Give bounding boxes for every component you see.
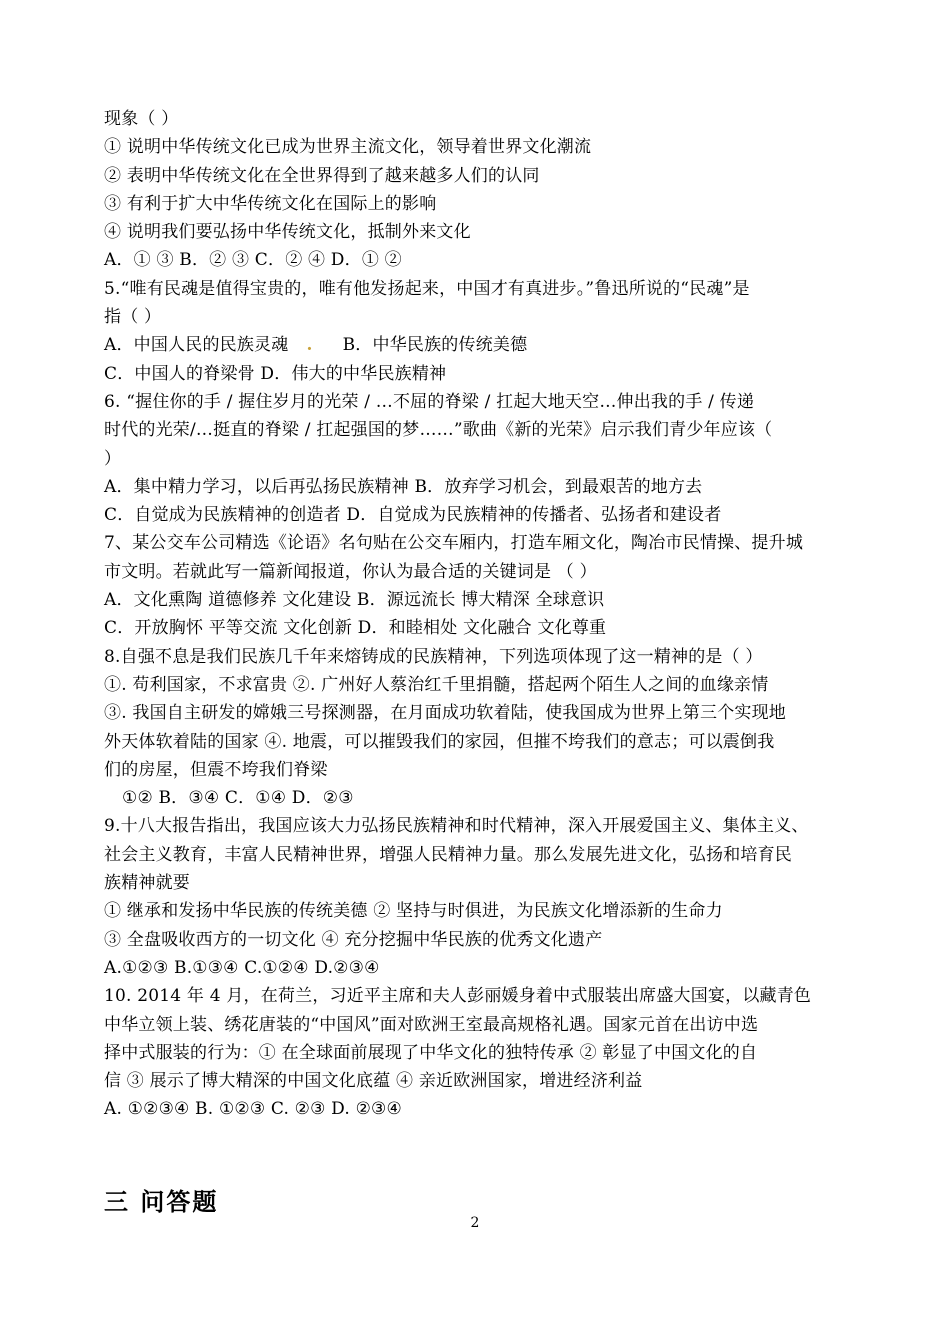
text-line: 时代的光荣/…挺直的脊梁 / 扛起强国的梦……”歌曲《新的光荣》启示我们青少年应该（ — [104, 420, 773, 441]
option-b: B．中华民族的传统美德 — [342, 335, 528, 356]
text-line: 指（ ） — [104, 307, 162, 328]
question-text-block — [104, 105, 864, 1124]
text-line: ② 表明中华传统文化在全世界得到了越来越多人们的认同 — [104, 165, 540, 186]
page-number: 2 — [470, 1215, 480, 1231]
answer-options — [104, 331, 864, 359]
question-10-stem: 10. 2014 年 4 月，在荷兰，习近平主席和夫人彭丽媛身着中式服装出席盛大国宴，以藏青色 — [104, 986, 812, 1007]
text-line: 中华立领上装、绣花唐装的“中国风”面对欧洲王室最高规格礼遇。国家元首在出访中选 — [104, 1014, 759, 1035]
question-9-stem: 9.十八大报告指出，我国应该大力弘扬民族精神和时代精神，深入开展爱国主义、集体主义、 — [104, 816, 809, 837]
text-line: 社会主义教育，丰富人民精神世界，增强人民精神力量。那么发展先进文化，弘扬和培育民 — [104, 844, 792, 865]
answer-options: C．开放胸怀 平等交流 文化创新 D．和睦相处 文化融合 文化尊重 — [104, 618, 607, 639]
text-line: ①. 苟利国家，不求富贵 ②. 广州好人蔡治红千里捐髓，搭起两个陌生人之间的血缘亲情 — [104, 674, 769, 695]
answer-options: A．文化熏陶 道德修养 文化建设 B．源远流长 博大精深 全球意识 — [104, 590, 605, 611]
text-line: ① 继承和发扬中华民族的传统美德 ② 坚持与时俱进，为民族文化增添新的生命力 — [104, 901, 723, 922]
text-line: 择中式服装的行为：① 在全球面前展现了中华文化的独特传承 ② 彰显了中国文化的自 — [104, 1042, 758, 1063]
text-line: ③ 全盘吸收西方的一切文化 ④ 充分挖掘中华民族的优秀文化遗产 — [104, 929, 603, 950]
answer-options: ①② B．③④ C．①④ D．②③ — [122, 788, 354, 809]
text-line: ① 说明中华传统文化已成为世界主流文化，领导着世界文化潮流 — [104, 137, 592, 158]
answer-options: C．中国人的脊梁骨 D．伟大的中华民族精神 — [104, 363, 447, 384]
answer-options: A. ①②③④ B. ①②③ C. ②③ D. ②③④ — [104, 1099, 402, 1120]
text-line: ③ 有利于扩大中华传统文化在国际上的影响 — [104, 193, 437, 214]
text-line: 现象（ ） — [104, 109, 179, 129]
answer-options: C．自觉成为民族精神的创造者 D．自觉成为民族精神的传播者、弘扬者和建设者 — [104, 505, 722, 526]
text-line: 市文明。若就此写一篇新闻报道，你认为最合适的关键词是 （ ） — [104, 561, 597, 582]
text-line: 们的房屋，但震不垮我们脊梁 — [104, 759, 328, 780]
text-line: ③. 我国自主研发的嫦娥三号探测器，在月面成功软着陆，使我国成为世界上第三个实现地 — [104, 703, 787, 724]
text-line: ④ 说明我们要弘扬中华传统文化，抵制外来文化 — [104, 222, 471, 243]
answer-options: A．① ③ B．② ③ C．② ④ D．① ② — [104, 250, 402, 271]
question-8-stem: 8.自强不息是我们民族几千年来熔铸成的民族精神，下列选项体现了这一精神的是（ ） — [104, 646, 763, 667]
text-line: 族精神就要 — [104, 873, 190, 894]
question-6-stem: 6. “握住你的手 / 握住岁月的光荣 / …不屈的脊梁 / 扛起大地天空…伸出我的手 / 传递 — [104, 391, 755, 412]
answer-options: A．集中精力学习，以后再弘扬民族精神 B．放弃学习机会，到最艰苦的地方去 — [104, 476, 703, 497]
text-line: ） — [104, 448, 122, 469]
question-5-stem: 5.“唯有民魂是值得宝贵的，唯有他发扬起来，中国才有真进步。”鲁迅所说的“民魂”是 — [104, 278, 750, 299]
option-a: A．中国人民的民族灵魂 — [104, 335, 289, 356]
text-line: 外天体软着陆的国家 ④. 地震，可以摧毁我们的家园，但摧不垮我们的意志；可以震倒我 — [104, 731, 775, 752]
section-heading: 三 问答题 — [104, 1188, 219, 1216]
question-7-stem: 7、某公交车公司精选《论语》名句贴在公交车厢内，打造车厢文化，陶冶市民情操、提升城 — [104, 533, 804, 554]
answer-options: A.①②③ B.①③④ C.①②④ D.②③④ — [104, 957, 380, 978]
stray-dot: . — [306, 335, 313, 356]
text-line: 信 ③ 展示了博大精深的中国文化底蕴 ④ 亲近欧洲国家，增进经济利益 — [104, 1071, 643, 1092]
